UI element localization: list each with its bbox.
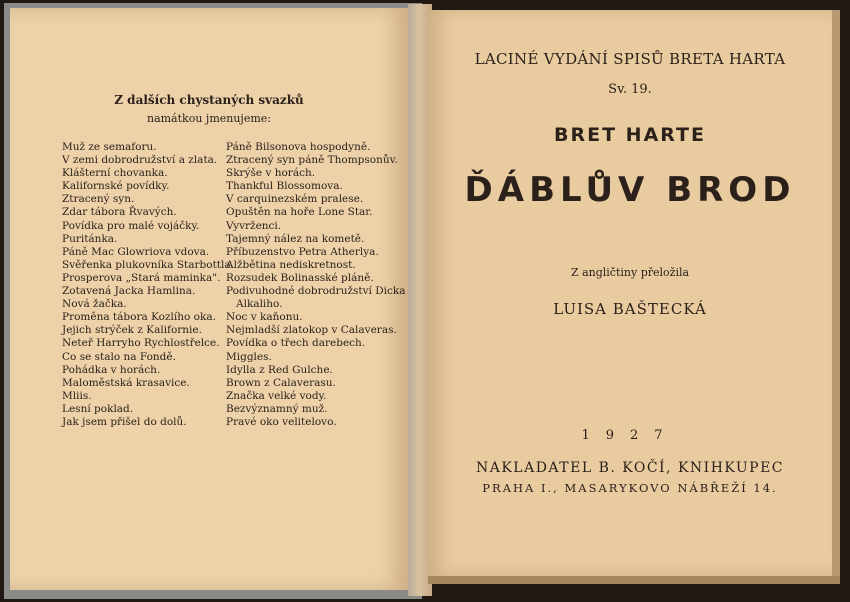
list-item: Nejmladší zlatokop v Calaveras.	[226, 324, 397, 337]
list-item: Idylla z Red Gulche.	[226, 363, 333, 376]
list-item: Páně Mac Glowriova vdova.	[62, 245, 210, 258]
list-item: Jejich strýček z Kalifornie.	[62, 324, 202, 337]
volume-number: Sv. 19.	[608, 82, 652, 97]
list-item: Povídka o třech darebech.	[226, 337, 366, 350]
list-item: Kalifornské povídky.	[62, 180, 170, 193]
list-item: Nová žačka.	[62, 298, 127, 311]
list-item: Páně Bilsonova hospodyně.	[226, 141, 371, 153]
page-edge-bottom	[428, 576, 840, 584]
list-item: Podivuhodné dobrodružství Dicka	[226, 285, 406, 298]
author-name: BRET HARTE	[554, 124, 706, 146]
page-edge-right	[832, 10, 840, 576]
list-item: Povídka pro malé vojáčky.	[62, 219, 200, 232]
list-item: Brown z Calaverasu.	[226, 376, 336, 389]
list-item: Značka velké vody.	[226, 389, 327, 402]
list-item: Co se stalo na Fondě.	[62, 350, 176, 363]
forthcoming-volumes-column-1	[62, 141, 234, 429]
publisher-address: PRAHA I., MASARYKOVO NÁBŘEŽÍ 14.	[482, 481, 778, 495]
translator-name: LUISA BAŠTECKÁ	[553, 300, 707, 318]
list-item: Jak jsem přišel do dolů.	[62, 415, 187, 428]
list-item: Alžbětina nediskretnost.	[226, 258, 356, 271]
forthcoming-volumes-column-2	[226, 141, 406, 429]
series-title: LACINÉ VYDÁNÍ SPISŮ BRETA HARTA	[474, 50, 786, 68]
translation-note: Z angličtiny přeložila	[570, 266, 690, 279]
list-item: Bezvýznamný muž.	[226, 402, 328, 415]
list-item: Ztracený syn páně Thompsonův.	[226, 154, 398, 167]
list-item: Neteř Harryho Rychlostřelce.	[62, 337, 220, 350]
list-heading: Z dalších chystaných svazků	[114, 93, 304, 107]
list-item: Klášterní chovanka.	[62, 167, 168, 180]
title-page	[428, 10, 832, 576]
list-item: Svěřenka plukovníka Starbottla.	[62, 258, 234, 271]
list-item: Alkaliho.	[236, 298, 283, 311]
list-item: Rozsudek Bolinasské pláně.	[226, 271, 374, 284]
list-item: V carquinezském pralese.	[226, 193, 364, 206]
list-item: Tajemný nález na kometě.	[226, 232, 365, 245]
list-item: Zdar tábora Řvavých.	[62, 206, 177, 219]
list-item: Miggles.	[226, 350, 272, 363]
list-item: Proměna tábora Kozlího oka.	[62, 311, 216, 324]
list-item: Muž ze semaforu.	[62, 141, 157, 153]
list-item: Vyvrženci.	[226, 219, 282, 232]
list-item: Thankful Blossomova.	[226, 180, 343, 193]
publication-year: 1927	[581, 428, 679, 443]
list-item: Ztracený syn.	[62, 193, 135, 206]
list-item: Prosperova „Stará maminka".	[62, 271, 221, 284]
list-item: Pravé oko velitelovo.	[226, 415, 337, 428]
publisher-name: NAKLADATEL B. KOČÍ, KNIHKUPEC	[475, 460, 785, 476]
list-item: Opuštěn na hoře Lone Star.	[226, 206, 373, 219]
list-item: Pohádka v horách.	[62, 363, 161, 376]
list-item: Skrýše v horách.	[226, 167, 316, 180]
book-title: ĎÁBLŮV BROD	[464, 170, 796, 210]
list-item: Lesní poklad.	[62, 402, 134, 415]
list-item: Maloměstská krasavice.	[62, 376, 190, 389]
list-item: Puritánka.	[62, 232, 118, 245]
list-item: Příbuzenstvo Petra Atherlya.	[226, 245, 379, 258]
list-item: V zemi dobrodružství a zlata.	[62, 154, 218, 167]
left-page	[10, 8, 408, 590]
list-item: Noc v kaňonu.	[226, 311, 303, 324]
list-subheading: namátkou jmenujeme:	[146, 112, 271, 125]
list-item: Mliis.	[62, 389, 92, 402]
list-item: Zotavená Jacka Hamlina.	[62, 285, 196, 298]
